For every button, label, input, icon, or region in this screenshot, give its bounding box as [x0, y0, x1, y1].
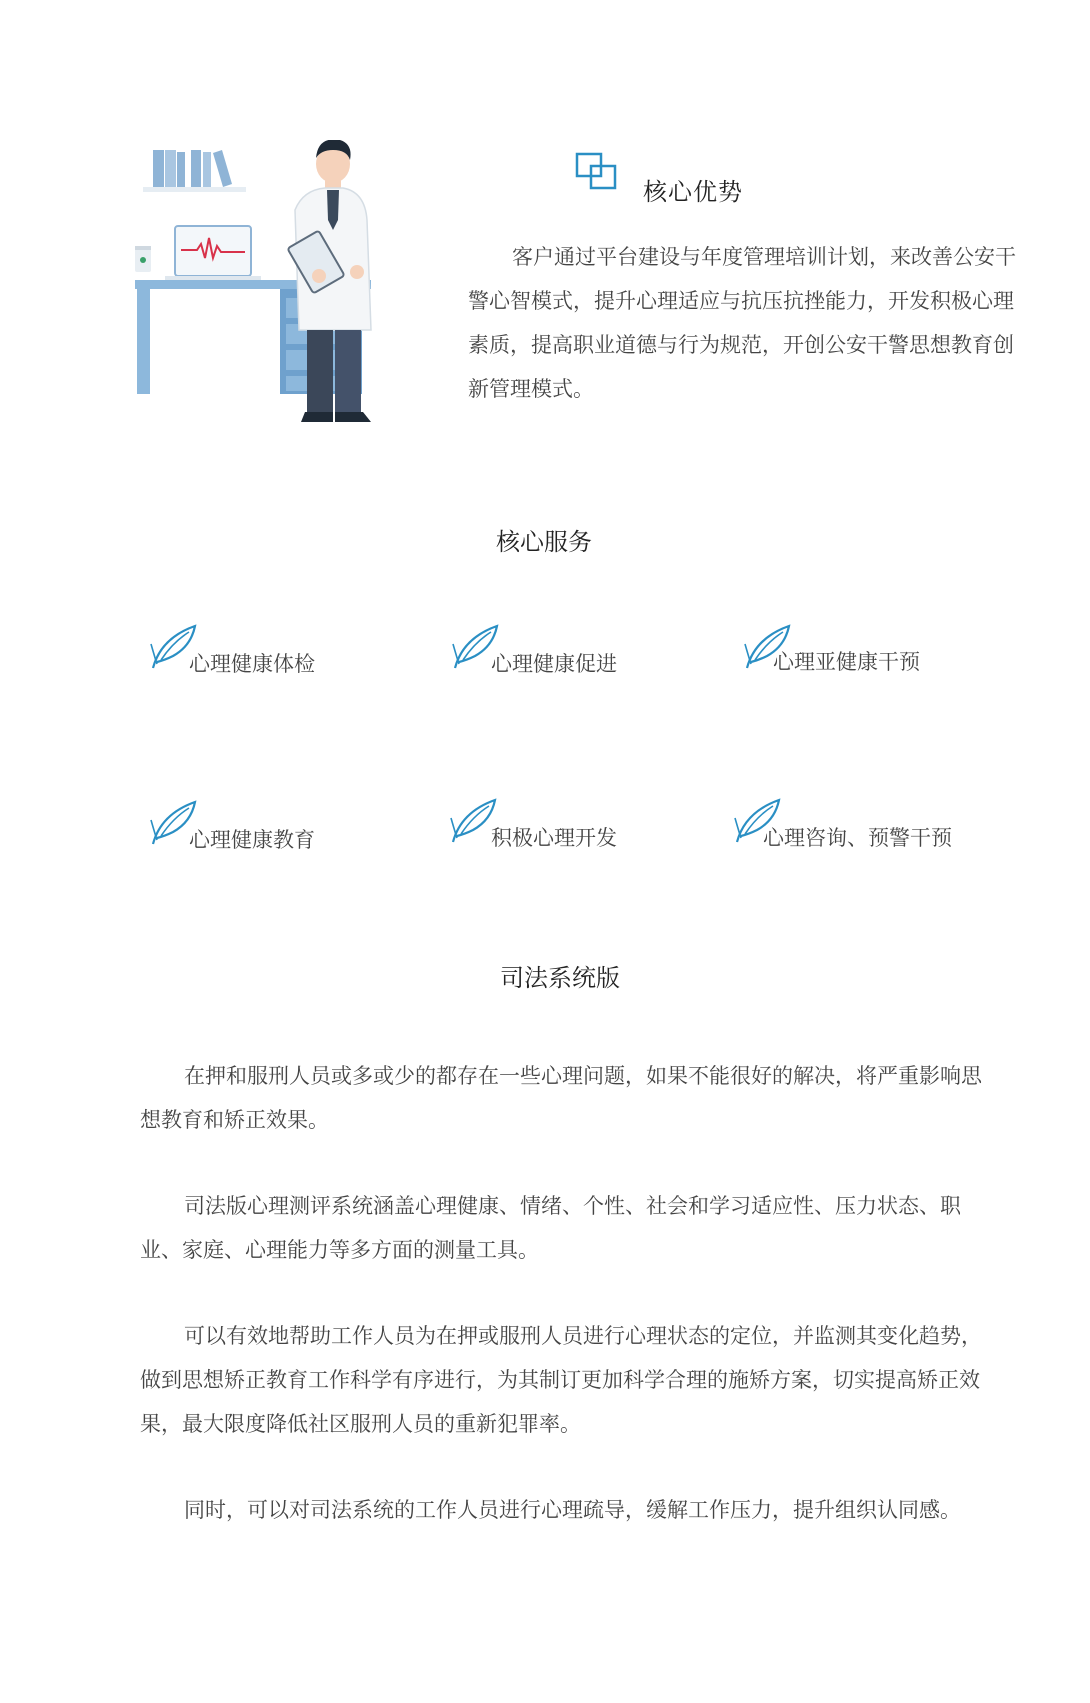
- service-item-label: 心理健康教育: [189, 828, 315, 852]
- core-advantage-title: 核心优势: [643, 178, 743, 206]
- service-item-label: 积极心理开发: [491, 826, 617, 850]
- service-item-label: 心理亚健康干预: [773, 650, 920, 674]
- doctor-illustration: [135, 140, 465, 460]
- judicial-edition-title: 司法系统版: [500, 964, 620, 992]
- judicial-paragraph: 司法版心理测评系统涵盖心理健康、情绪、个性、社会和学习适应性、压力状态、职业、家庭、心理能力等多方面的测量工具。: [140, 1194, 961, 1262]
- judicial-paragraph: 可以有效地帮助工作人员为在押或服刑人员进行心理状态的定位，并监测其变化趋势，做到思想矫正教育工作科学有序进行，为其制订更加科学合理的施矫方案，切实提高矫正效果，最大限度降低社区服刑人员的重新犯罪率。: [140, 1324, 982, 1436]
- service-item-label: 心理咨询、预警干预: [763, 826, 952, 850]
- overlapping-squares-icon: [575, 152, 621, 194]
- core-services-title: 核心服务: [496, 528, 592, 556]
- judicial-paragraph: 同时，可以对司法系统的工作人员进行心理疏导，缓解工作压力，提升组织认同感。: [184, 1498, 961, 1522]
- service-item-label: 心理健康体检: [189, 652, 315, 676]
- service-item-label: 心理健康促进: [491, 652, 617, 676]
- judicial-edition-text: [140, 1054, 982, 1574]
- core-advantage-text: 客户通过平台建设与年度管理培训计划，来改善公安干警心智模式，提升心理适应与抗压抗挫能力，开发积极心理素质，提高职业道德与行为规范，开创公安干警思想教育创新管理模式。: [468, 245, 1016, 401]
- judicial-paragraph: 在押和服刑人员或多或少的都存在一些心理问题，如果不能很好的解决，将严重影响思想教育和矫正效果。: [140, 1064, 982, 1132]
